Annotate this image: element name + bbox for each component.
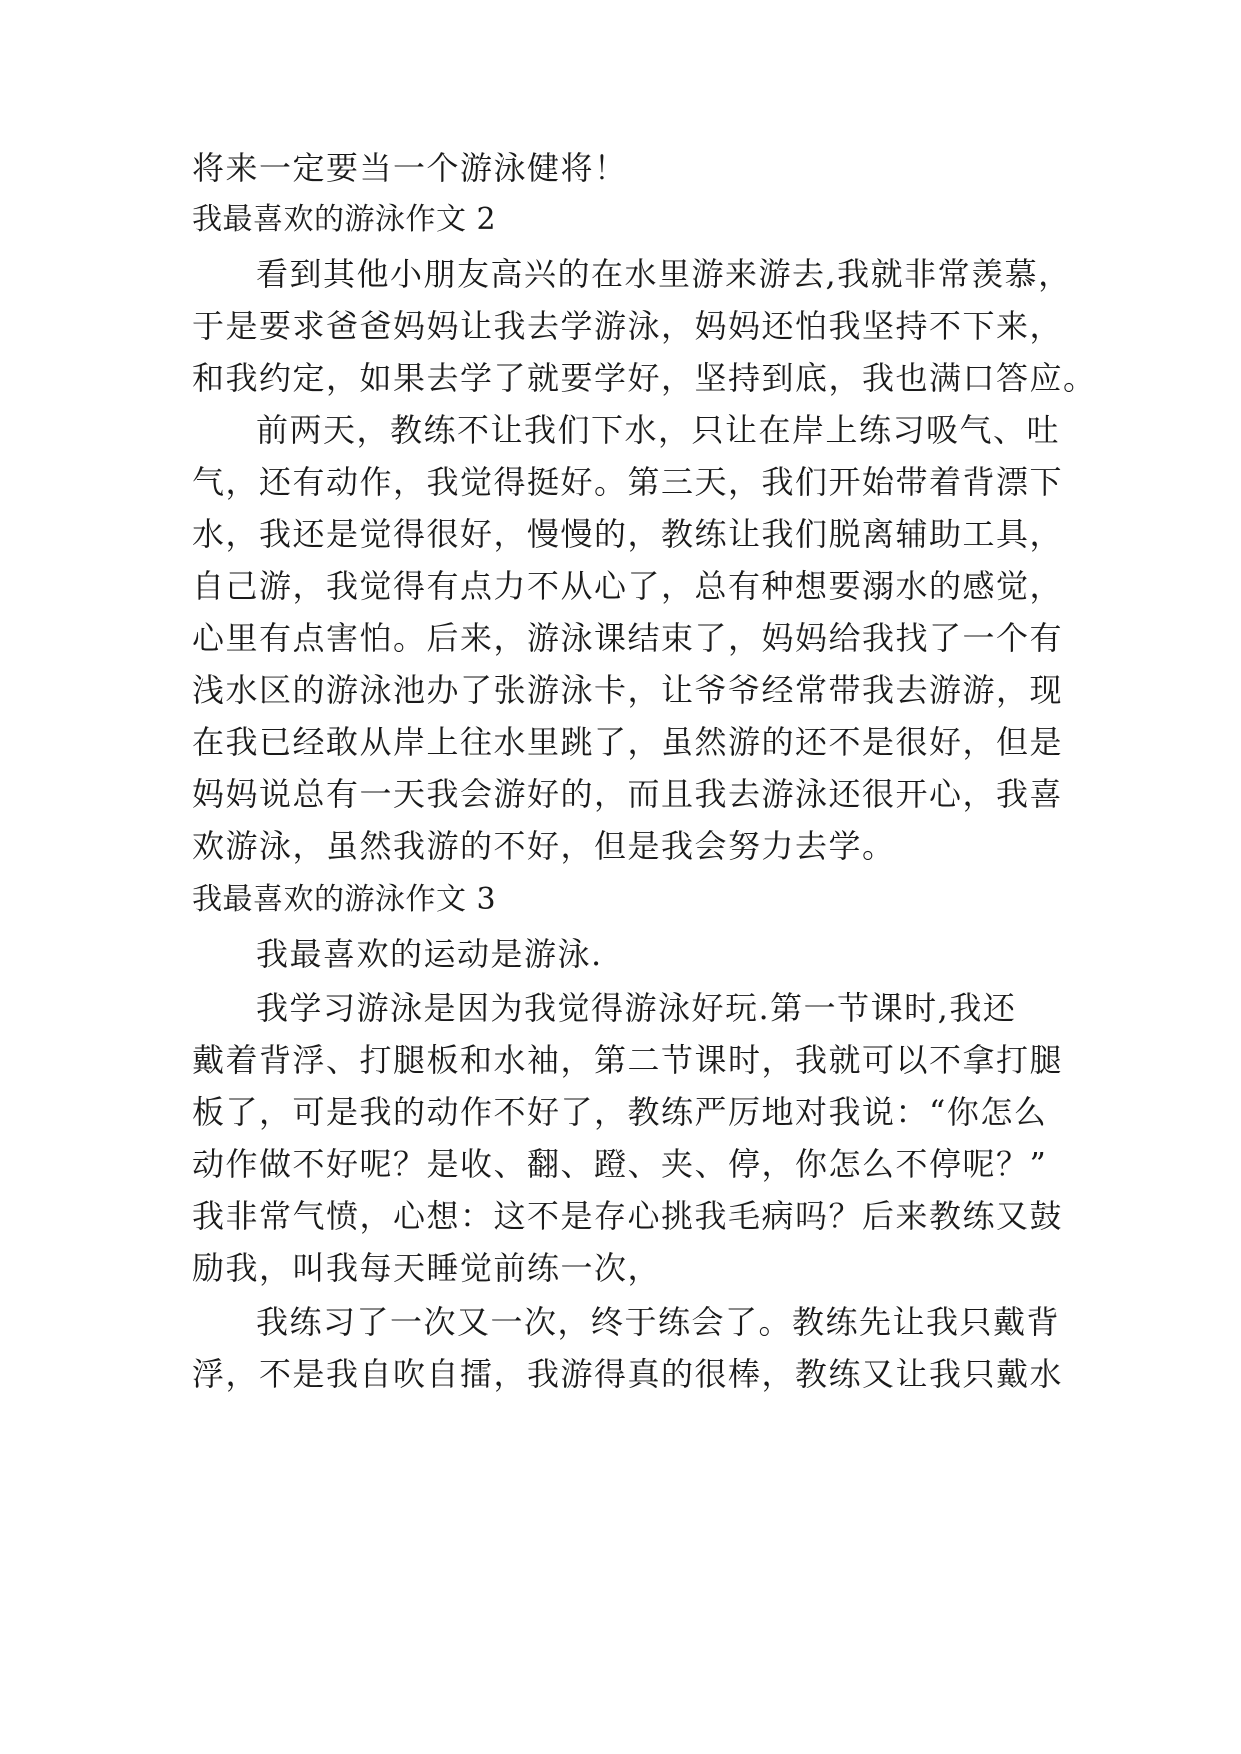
text-line: 浮，不是我自吹自擂，我游得真的很棒，教练又让我只戴水 [192, 1355, 1064, 1393]
text-line: 板了，可是我的动作不好了，教练严厉地对我说：“你怎么 [192, 1093, 1048, 1131]
text-line: 妈妈说总有一天我会游好的，而且我去游泳还很开心，我喜 [192, 775, 1064, 813]
text-line: 气，还有动作，我觉得挺好。第三天，我们开始带着背漂下 [192, 463, 1064, 501]
text-line: 和我约定，如果去学了就要学好，坚持到底，我也满口答应。 [192, 359, 1097, 397]
text-line: 励我，叫我每天睡觉前练一次， [192, 1249, 662, 1287]
section-heading: 我最喜欢的游泳作文 2 [192, 202, 497, 237]
text-line: 看到其他小朋友高兴的在水里游来游去,我就非常羡慕， [256, 255, 1072, 293]
text-line: 心里有点害怕。后来，游泳课结束了，妈妈给我找了一个有 [192, 619, 1064, 657]
text-line: 我学习游泳是因为我觉得游泳好玩.第一节课时,我还 [256, 989, 1017, 1027]
text-line: 我非常气愤，心想：这不是存心挑我毛病吗？后来教练又鼓 [192, 1197, 1064, 1235]
text-line: 欢游泳，虽然我游的不好，但是我会努力去学。 [192, 827, 896, 865]
text-line: 于是要求爸爸妈妈让我去学游泳，妈妈还怕我坚持不下来， [192, 307, 1064, 345]
text-line: 水，我还是觉得很好，慢慢的，教练让我们脱离辅助工具， [192, 515, 1064, 553]
text-line: 将来一定要当一个游泳健将！ [192, 149, 628, 187]
text-line: 浅水区的游泳池办了张游泳卡，让爷爷经常带我去游游，现 [192, 671, 1064, 709]
text-line: 自己游，我觉得有点力不从心了，总有种想要溺水的感觉， [192, 567, 1064, 605]
text-line: 戴着背浮、打腿板和水袖，第二节课时，我就可以不拿打腿 [192, 1041, 1064, 1079]
text-line: 我最喜欢的运动是游泳. [256, 935, 603, 973]
text-line: 前两天，教练不让我们下水，只让在岸上练习吸气、吐 [256, 411, 1061, 449]
text-line: 动作做不好呢？是收、翻、蹬、夹、停，你怎么不停呢？” [192, 1145, 1048, 1183]
section-heading: 我最喜欢的游泳作文 3 [192, 882, 497, 917]
text-line: 我练习了一次又一次，终于练会了。教练先让我只戴背 [256, 1303, 1061, 1341]
text-line: 在我已经敢从岸上往水里跳了，虽然游的还不是很好，但是 [192, 723, 1064, 761]
